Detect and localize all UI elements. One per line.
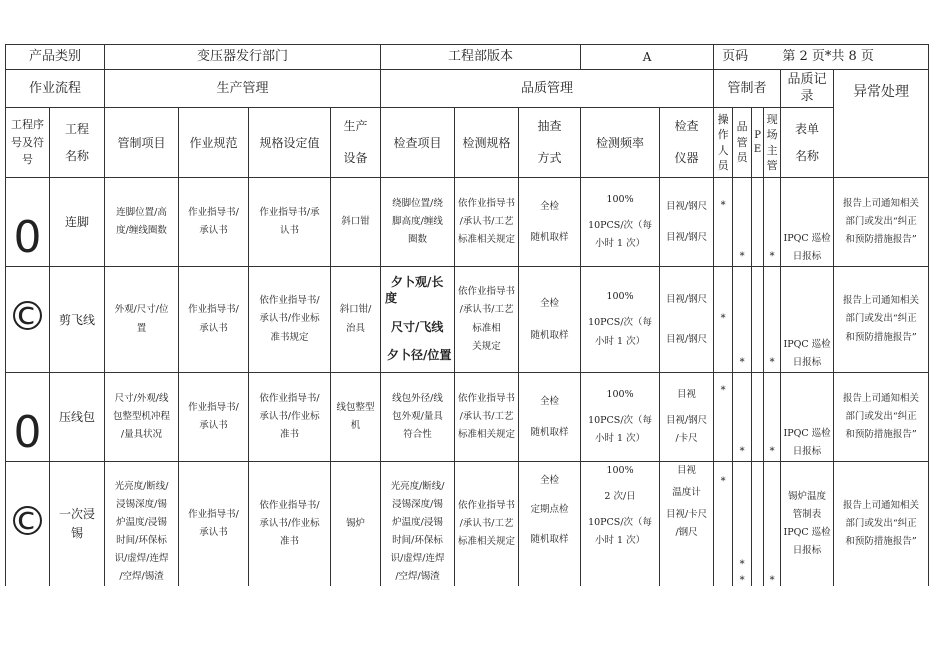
test-spec: 依作业指导书 /承认书/工艺 标准相关规定 (455, 178, 519, 267)
inspect-item: 夕卜观/长 度 尺寸/飞线 夕卜径/位置 (381, 267, 455, 373)
product-category-label: 产品类别 (6, 45, 105, 70)
col-control-item: 管制项目 (105, 108, 179, 178)
pe-mark (752, 267, 764, 373)
equipment: 斜口钳/ 治具 (331, 267, 381, 373)
control-item: 连脚位置/高 度/缠线圈数 (105, 178, 179, 267)
equipment: 斜口钳 (331, 178, 381, 267)
equipment: 线包整型 机 (331, 373, 381, 462)
form-name: IPQC 巡检 日报标 (781, 267, 834, 373)
page-value: 第 2 页*共 8 页 (782, 49, 874, 65)
sampling: 全检 定期点检 随机取样 (519, 462, 581, 587)
page-info (714, 45, 929, 70)
equipment: 锡炉 (331, 462, 381, 587)
col-inspect-item: 检查项目 (381, 108, 455, 178)
exception-action: 报告上司通知相关 部门或发出“纠正 和预防措施报告” (834, 462, 929, 587)
qc-mark: * (733, 178, 752, 267)
col-instrument: 检查 仪器 (660, 108, 714, 178)
group-row (6, 70, 929, 108)
col-step: 工程 名称 (50, 108, 105, 178)
group-quality: 品质管理 (381, 70, 714, 108)
control-item: 尺寸/外观/线 包整型机冲程 /量具状况 (105, 373, 179, 462)
spec-value: 依作业指导书/ 承认书/作业标 准书规定 (249, 267, 331, 373)
test-spec: 依作业指导书 /承认书/工艺 标准相关规定 (455, 373, 519, 462)
form-name: IPQC 巡检 日报标 (781, 178, 834, 267)
col-work-spec: 作业规范 (179, 108, 249, 178)
inspect-item: 绕脚位置/绕 脚高度/缠线 圈数 (381, 178, 455, 267)
instrument: 目视 目视/钢尺 /卡尺 (660, 373, 714, 462)
sampling: 全检 随机取样 (519, 267, 581, 373)
col-sampling: 抽查 方式 (519, 108, 581, 178)
col-frequency: 检测频率 (581, 108, 660, 178)
table-row (6, 267, 929, 373)
supervisor-mark: * (764, 373, 781, 462)
frequency: 100% 10PCS/次（每 小时 1 次） (581, 178, 660, 267)
qc-mark: * (733, 267, 752, 373)
step-symbol: © (6, 462, 50, 587)
supervisor-mark: * (764, 178, 781, 267)
step-name: 剪飞线 (50, 267, 105, 373)
table-row (6, 178, 929, 267)
frequency: 100% 10PCS/次（每 小时 1 次） (581, 373, 660, 462)
process-control-table (5, 44, 929, 586)
instrument: 目视/钢尺 目视/钢尺 (660, 178, 714, 267)
operator-mark: * (714, 373, 733, 462)
operator-mark: * (714, 178, 733, 267)
col-spec-value: 规格设定值 (249, 108, 331, 178)
exception-action: 报告上司通知相关 部门或发出“纠正 和预防措施报告” (834, 178, 929, 267)
group-quality-record: 品质记录 (781, 70, 834, 108)
work-spec: 作业指导书/ 承认书 (179, 178, 249, 267)
table-row (6, 373, 929, 462)
step-name: 连脚 (50, 178, 105, 267)
step-name: 一次浸 锡 (50, 462, 105, 587)
test-spec: 依作业指导书 /承认书/工艺 标准相关规定 (455, 462, 519, 587)
instrument: 目视 温度计 目视/卡尺 /钢尺 (660, 462, 714, 587)
spec-value: 依作业指导书/ 承认书/作业标 准书 (249, 462, 331, 587)
step-symbol: 0 (6, 178, 50, 267)
col-site-supervisor: 现 场 主 管 (764, 108, 781, 178)
table-row (6, 462, 929, 587)
test-spec: 依作业指导书 /承认书/工艺 标准相 关规定 (455, 267, 519, 373)
operator-mark: * (714, 267, 733, 373)
column-row (6, 108, 929, 178)
group-production: 生产管理 (105, 70, 381, 108)
operator-mark: * (714, 462, 733, 587)
version-value: A (581, 45, 714, 70)
inspect-item: 光亮度/断线/ 浸锡深度/锡 炉温度/浸锡 时间/环保标 识/虚焊/连焊 /空焊/锡渣 (381, 462, 455, 587)
supervisor-mark: * (764, 267, 781, 373)
group-exception: 异常处理 (834, 70, 929, 178)
page-label: 页码 (722, 49, 749, 65)
spec-value: 作业指导书/承 认书 (249, 178, 331, 267)
sampling: 全检 随机取样 (519, 373, 581, 462)
col-equipment: 生产 设备 (331, 108, 381, 178)
qc-mark: * (733, 373, 752, 462)
inspect-item: 线包外径/线 包外观/量具 符合性 (381, 373, 455, 462)
version-label: 工程部版本 (381, 45, 581, 70)
step-symbol: 0 (6, 373, 50, 462)
col-form: 表单 名称 (781, 108, 834, 178)
pe-mark (752, 178, 764, 267)
pe-mark (752, 462, 764, 587)
work-spec: 作业指导书/ 承认书 (179, 373, 249, 462)
exception-action: 报告上司通知相关 部门或发出“纠正 和预防措施报告” (834, 373, 929, 462)
col-pe: P E (752, 108, 764, 178)
frequency: 100% 2 次/日 10PCS/次（每 小时 1 次） (581, 462, 660, 587)
step-symbol: © (6, 267, 50, 373)
work-spec: 作业指导书/ 承认书 (179, 267, 249, 373)
instrument: 目视/钢尺 目视/钢尺 (660, 267, 714, 373)
supervisor-mark: * (764, 462, 781, 587)
work-spec: 作业指导书/ 承认书 (179, 462, 249, 587)
control-item: 光亮度/断线/ 浸锡深度/锡 炉温度/浸锡 时间/环保标 识/虚焊/连焊 /空焊/锡渣 (105, 462, 179, 587)
pe-mark (752, 373, 764, 462)
exception-action: 报告上司通知相关 部门或发出“纠正 和预防措施报告” (834, 267, 929, 373)
col-operator: 操 作 人 员 (714, 108, 733, 178)
form-name: IPQC 巡检 日报标 (781, 373, 834, 462)
group-manager: 管制者 (714, 70, 781, 108)
form-name: 锡炉温度 管制表 IPQC 巡检 日报标 (781, 462, 834, 587)
group-process: 作业流程 (6, 70, 105, 108)
frequency: 100% 10PCS/次（每 小时 1 次） (581, 267, 660, 373)
sampling: 全检 随机取样 (519, 178, 581, 267)
qc-mark: * * (733, 462, 752, 587)
step-name: 压线包 (50, 373, 105, 462)
header-row (6, 45, 929, 70)
department: 变压器发行部门 (105, 45, 381, 70)
control-item: 外观/尺寸/位 置 (105, 267, 179, 373)
spec-value: 依作业指导书/ 承认书/作业标 准书 (249, 373, 331, 462)
col-seq: 工程序 号及符 号 (6, 108, 50, 178)
col-test-spec: 检测规格 (455, 108, 519, 178)
col-qc: 品 管 员 (733, 108, 752, 178)
